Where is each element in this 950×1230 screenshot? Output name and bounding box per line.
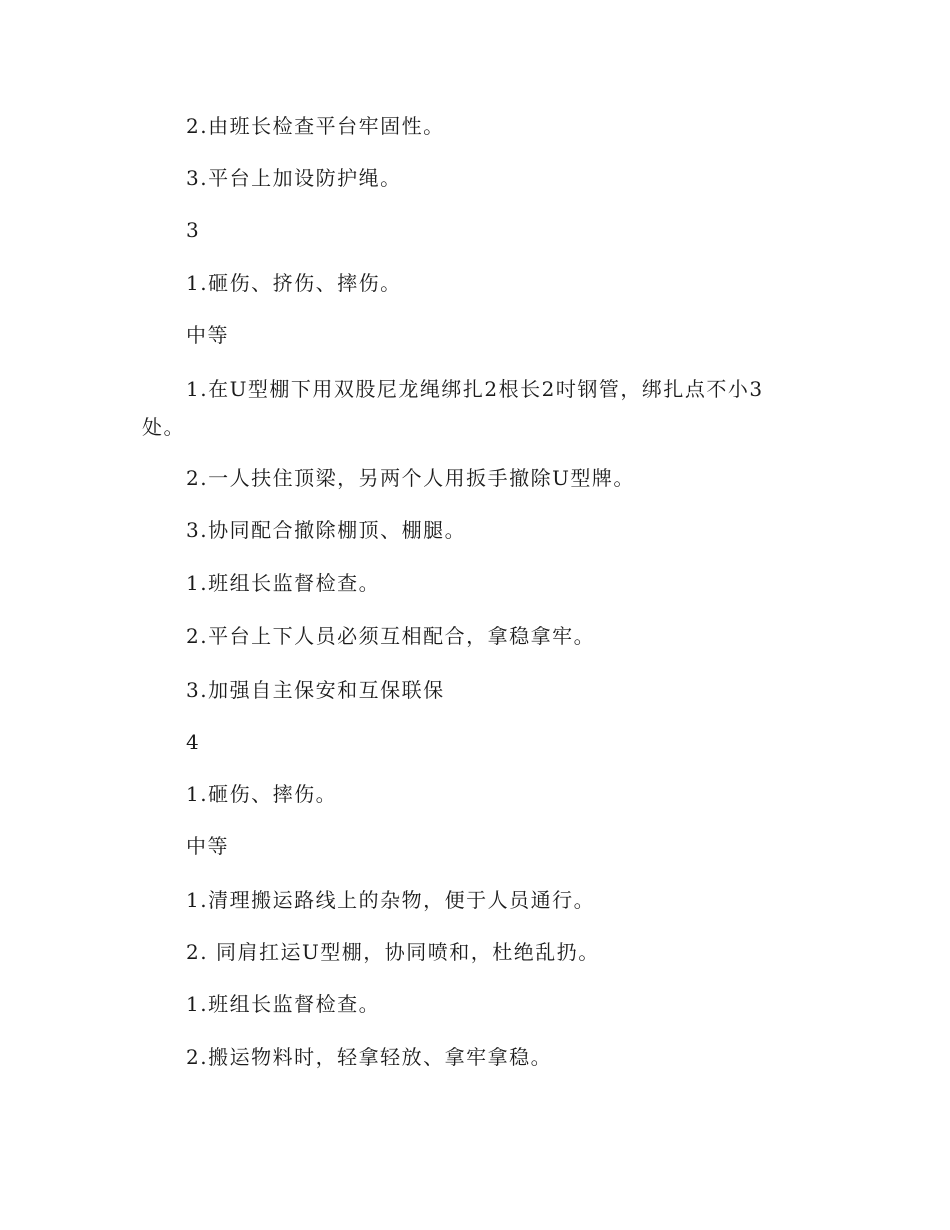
- paragraph: 2.搬运物料时，轻拿轻放、拿牢拿稳。: [186, 1045, 553, 1069]
- paragraph: 1.砸伤、挤伤、摔伤。: [186, 271, 402, 295]
- paragraph: 2.平台上下人员必须互相配合，拿稳拿牢。: [186, 624, 596, 648]
- paragraph: 2.由班长检查平台牢固性。: [186, 114, 445, 138]
- paragraph: 1.班组长监督检查。: [186, 571, 381, 595]
- paragraph: 2. 同肩扛运U型棚，协同喷和，杜绝乱扔。: [186, 940, 600, 964]
- paragraph: 1.在U型棚下用双股尼龙绳绑扎2根长2吋钢管，绑扎点不小3: [186, 377, 764, 401]
- paragraph: 中等: [186, 834, 229, 858]
- paragraph: 中等: [186, 323, 229, 347]
- paragraph: 1.班组长监督检查。: [186, 992, 381, 1016]
- paragraph: 3.平台上加设防护绳。: [186, 166, 402, 190]
- paragraph: 2.一人扶住顶梁，另两个人用扳手撤除U型牌。: [186, 466, 635, 490]
- paragraph: 4: [186, 730, 201, 754]
- paragraph: 3.加强自主保安和互保联保: [186, 678, 445, 702]
- paragraph: 1.砸伤、摔伤。: [186, 782, 338, 806]
- paragraph: 3.协同配合撤除棚顶、棚腿。: [186, 518, 467, 542]
- paragraph-continuation: 处。: [142, 415, 185, 439]
- paragraph: 1.清理搬运路线上的杂物，便于人员通行。: [186, 888, 596, 912]
- paragraph: 3: [186, 218, 201, 242]
